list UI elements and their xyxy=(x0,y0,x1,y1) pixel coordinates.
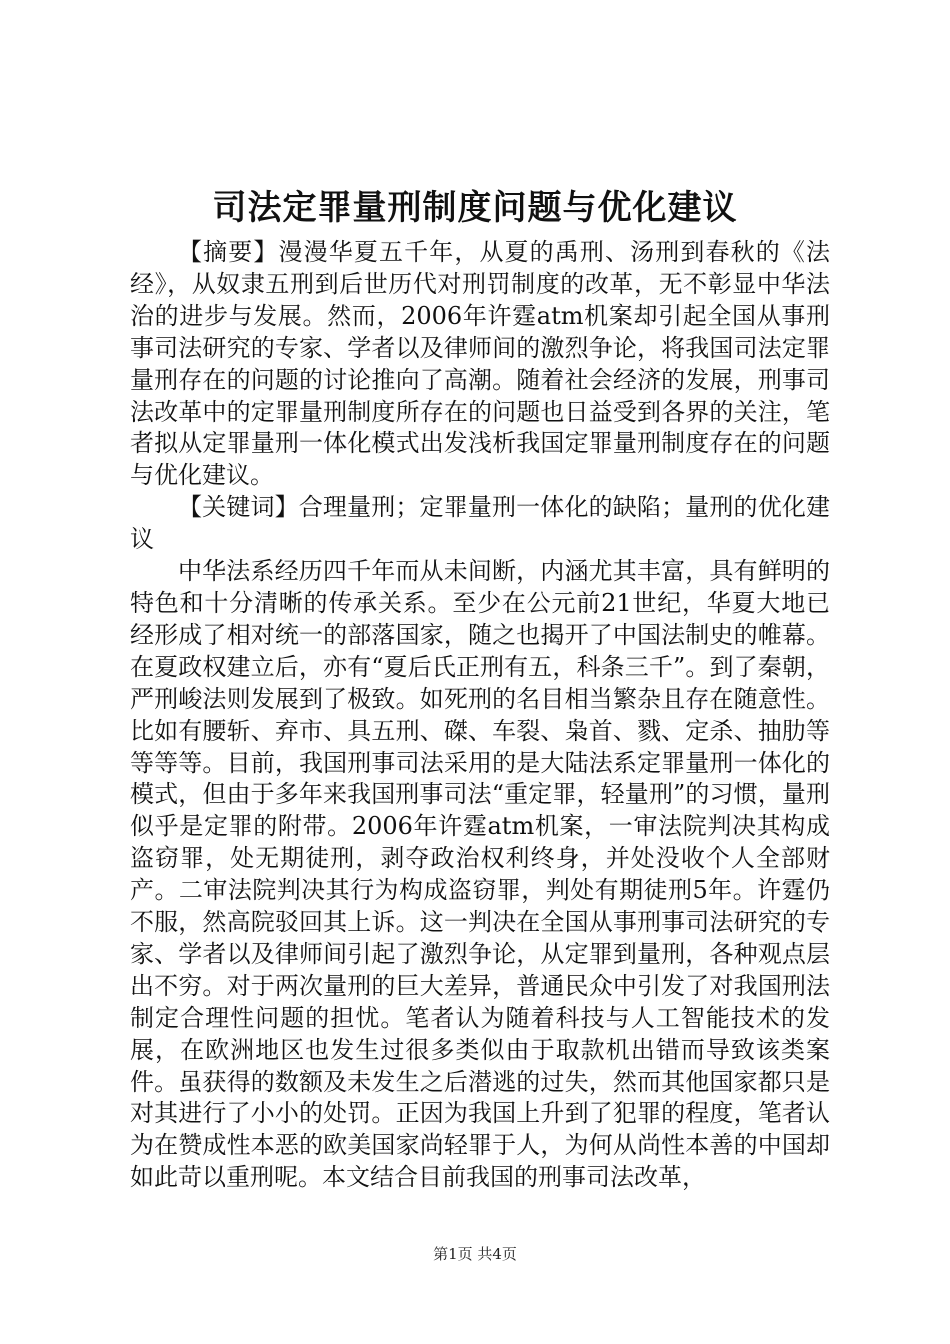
document-body xyxy=(130,237,830,1194)
keywords-paragraph: 【关键词】合理量刑；定罪量刑一体化的缺陷；量刑的优化建议 xyxy=(130,493,830,554)
abstract-paragraph: 【摘要】漫漫华夏五千年，从夏的禹刑、汤刑到春秋的《法经》，从奴隶五刑到后世历代对刑罚制度的改革，无不彰显中华法治的进步与发展。然而，2006年许霆atm机案却引起全国从事刑事司法研究的专家、学者以及律师间的激烈争论，将我国司法定罪量刑存在的问题的讨论推向了高潮。随着社会经济的发展，刑事司法改革中的定罪量刑制度所存在的问题也日益受到各界的关注，笔者拟从定罪量刑一体化模式出发浅析我国定罪量刑制度存在的问题与优化建议。 xyxy=(130,238,830,490)
body-paragraph: 中华法系经历四千年而从未间断，内涵尤其丰富，具有鲜明的特色和十分清晰的传承关系。至少在公元前21世纪，华夏大地已经形成了相对统一的部落国家，随之也揭开了中国法制史的帷幕。在夏政权建立后，亦有“夏后氏正刑有五，科条三千”。到了秦朝，严刑峻法则发展到了极致。如死刑的名目相当繁杂且存在随意性。比如有腰斩、弃市、具五刑、磔、车裂、枭首、戮、定杀、抽肋等等等等。目前，我国刑事司法采用的是大陆法系定罪量刑一体化的模式，但由于多年来我国刑事司法“重定罪，轻量刑”的习惯，量刑似乎是定罪的附带。2006年许霆atm机案，一审法院判决其构成盗窃罪，处无期徒刑，剥夺政治权利终身，并处没收个人全部财产。二审法院判决其行为构成盗窃罪，判处有期徒刑5年。许霆仍不服，然高院驳回其上诉。这一判决在全国从事刑事司法研究的专家、学者以及律师间引起了激烈争论，从定罪到量刑，各种观点层出不穷。对于两次量刑的巨大差异，普通民众中引发了对我国刑法制定合理性问题的担忧。笔者认为随着科技与人工智能技术的发展，在欧洲地区也发生过很多类似由于取款机出错而导致该类案件。虽获得的数额及未发生之后潜逃的过失，然而其他国家都只是对其进行了小小的处罚。正因为我国上升到了犯罪的程度，笔者认为在赞成性本恶的欧美国家尚轻罪于人，为何从尚性本善的中国却如此苛以重刑呢。本文结合目前我国的刑事司法改革， xyxy=(130,557,830,1192)
page-footer: 第1页 共4页 xyxy=(433,1245,517,1263)
document-title: 司法定罪量刑制度问题与优化建议 xyxy=(212,188,738,228)
